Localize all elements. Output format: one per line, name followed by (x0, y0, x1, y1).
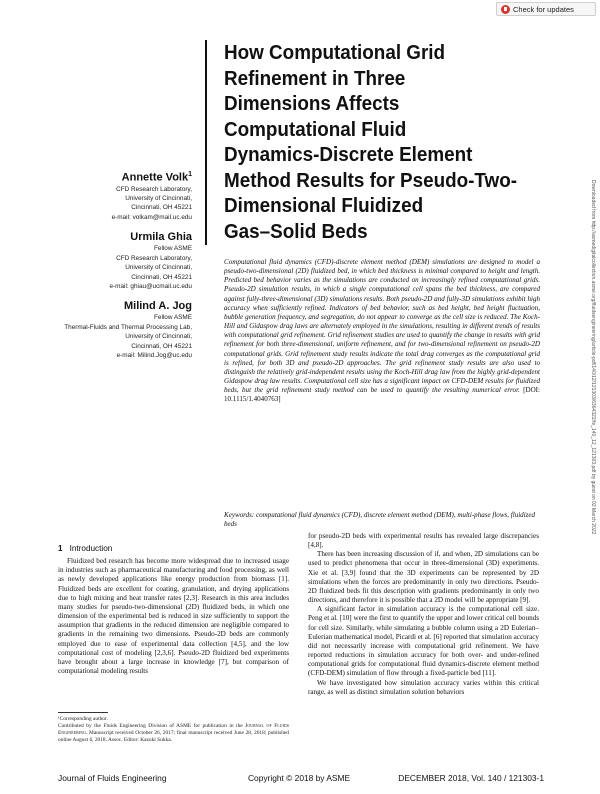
author-affiliation: University of Cincinnati, (125, 195, 192, 203)
title-line: Refinement in Three (224, 66, 406, 90)
paper-title (224, 40, 518, 244)
author-affiliation: University of Cincinnati, (125, 333, 192, 341)
submission-note-start: Contributed by the Fluids Engineering Division of ASME for publication in the (58, 723, 243, 729)
footnote (58, 716, 289, 744)
title-line: How Computational Grid (224, 41, 446, 64)
author-affiliation: Cincinnati, OH 45221 (131, 204, 192, 212)
author-name: Milind A. Jog (123, 300, 192, 313)
body-paragraph: We have investigated how simulation accuracy varies within this critical range, as well as distinct simulation solution behaviors (308, 678, 539, 696)
footer-copyright: Copyright © 2018 by ASME (248, 773, 351, 783)
abstract (224, 258, 540, 405)
keywords: Keywords: computational fluid dynamics (CFD), discrete element method (DEM), multi-phase flows, fluidized beds (224, 511, 536, 529)
download-note-text: Downloaded from http://asmedigitalcollection.asme.org/fluidsengineering/article-pdf/140/12/121303/6364322/fe_140_12_121303.pdf by guest on 02 March 2022 (590, 180, 596, 535)
submission-note-end: . Manuscript received October 26, 2017; final manuscript received June 28, 2018; published online August 6, 2018. Assoc. Editor: Kazuki Sukka. (58, 730, 289, 743)
body-paragraph: for pseudo-2D beds with experimental results has revealed large discrepancies [4,8]. (308, 532, 539, 550)
author-email[interactable]: e-mail: volkam@mail.uc.edu (111, 213, 192, 221)
author-block (12, 168, 192, 222)
author-footnote-mark: 1 (188, 171, 192, 178)
author-affiliation: University of Cincinnati, (125, 264, 192, 272)
author-email[interactable]: e-mail: ghiau@ucmail.uc.edu (109, 282, 192, 290)
author-affiliation: Cincinnati, OH 45221 (131, 342, 192, 350)
download-note (588, 180, 596, 630)
author-affiliation: Cincinnati, OH 45221 (131, 273, 192, 281)
title-line: Dynamics-Discrete Element (224, 143, 473, 166)
footnote-rule (58, 712, 108, 713)
update-icon (501, 5, 510, 14)
author-affiliation: CFD Research Laboratory, (116, 254, 192, 262)
author-name (12, 168, 192, 185)
doi-link[interactable]: [DOI: 10.1115/1.4040763] (224, 386, 540, 404)
journal-name-caps: Journal of Fluids Engineering (58, 723, 289, 736)
body-paragraph: Fluidized bed research has become more widespread due to increased usage in industries such as pharmaceutical manufacturing and food processing, as well as newly developed applications like energy production from biomass [1]. Fluidized beds are excellent for coating, granulation, and drying applications due to high mixing and heat transfer rates [2,3]. Research in this area includes many studies for pseudo-two-dimensional (2D) fluidized beds, in which one dimension of the experimental bed is reduced in size sufficiently to support the assumption that gradients in the reduced dimension are negligible compared to gradients in the remaining two dimensions. Pseudo-2D beds are commonly employed due to ease of experimental data collection [4,5], and the low computational cost of modeling [2,3,6]. Pseudo-2D fluidized bed experiments have brought about a large increase in knowledge [7], but comparison of computational modeling results (58, 557, 289, 676)
footer-issue: DECEMBER 2018, Vol. 140 / 121303-1 (398, 773, 544, 783)
author-block (12, 300, 192, 360)
author-affiliation: CFD Research Laboratory, (116, 185, 192, 193)
check-for-updates-button[interactable] (496, 2, 596, 16)
title-line: Computational Fluid (224, 117, 407, 141)
author-name-text: Annette Volk (121, 171, 189, 184)
abstract-text: Computational fluid dynamics (CFD)-discrete element method (DEM) simulations are designed to model a pseudo-two-dimensional (2D) fluidized bed, in which bed thickness is minimal compared to height and length. Predicted bed behavior varies as the simulations are conducted on increasingly refined computational grids. Pseudo-2D simulation results, in which a single computational cell spans the bed thickness, are compared against fully-three-dimensional (3D) simulations results. Both pseudo-2D and fully-3D simulations exhibit high accuracy when sufficiently refined. Indicators of bed behavior, such as bed height, bed height fluctuation, bubble generation frequency, and segregation, do not appear to converge as the cell size is reduced. The Koch-Hill and Gidaspow drag laws are alternately employed in the simulations, resulting in different trends of results with computational grid refinement. Grid refinement studies are used to quantify the change in results with grid refinement for both three-dimensional, uniform refinement, and for two-dimensional refinement on pseudo-2D computational grids. Grid refinement study results indicate the total drag converges as the computational grid is refined, for both 3D and pseudo-2D approaches. The grid refinement study results are also used to distinguish the relatively grid-independent results using the Koch-Hill drag law from the highly grid-dependent Gidaspow drag law results. Computational cell size has a significant impact on CFD-DEM results for fluidized beds, but the grid refinement study method can be used to quantify the resulting numerical error. (224, 258, 540, 395)
right-column (308, 532, 539, 697)
author-block (12, 231, 192, 291)
title-line: Dimensional Fluidized (224, 194, 424, 217)
title-line: Gas–Solid Beds (224, 219, 368, 243)
author-affiliation: Fellow ASME (153, 245, 192, 253)
author-email[interactable]: e-mail: Milind.Jog@uc.edu (116, 351, 192, 359)
body-paragraph: A significant factor in simulation accuracy is the computational cell size. Peng et al. [10] were the first to quantify the upper and lower critical cell bounds for cell size. Similarly, while simulating a bubble column using a 2D Eulerian–Eulerian mathematical model, Picardi et al. [6] reported that simulation accuracy did not necessarily increase with computational grid refinement. We have reported reductions in simulation accuracy for both over- and under-refined computational grids for computational fluid dynamics-discrete element method (CFD-DEM) simulation of flow through a fixed-particle bed [11]. (308, 605, 539, 678)
title-line: Method Results for Pseudo-Two- (224, 168, 518, 192)
check-for-updates-label: Check for updates (513, 4, 574, 14)
left-column (58, 544, 289, 676)
footer-journal: Journal of Fluids Engineering (58, 773, 167, 783)
title-line: Dimensions Affects (224, 92, 400, 115)
body-paragraph: There has been increasing discussion of if, and when, 2D simulations can be used to predict phenomena that occur in three-dimensional (3D) experiments. Xie et al. [3,9] found that the 3D experiments can be represented by 2D simulations when the forces are predominantly in only two directions. Pseudo-2D fluidized beds fit this description with gradients predominantly in only two directions, and therefore it is possible that a 2D model will be appropriate [9]. (308, 550, 539, 605)
author-name: Urmila Ghia (130, 231, 192, 244)
corresponding-author-note: ¹Corresponding author. (58, 716, 108, 722)
submission-note (58, 723, 289, 744)
author-affiliation: Fellow ASME (153, 314, 192, 322)
section-heading (58, 544, 289, 553)
author-list (12, 168, 192, 369)
section-number: 1 (58, 544, 63, 553)
author-affiliation: Thermal-Fluids and Thermal Processing Lab, (64, 323, 192, 331)
title-rule (205, 40, 207, 245)
section-title: Introduction (69, 544, 113, 553)
